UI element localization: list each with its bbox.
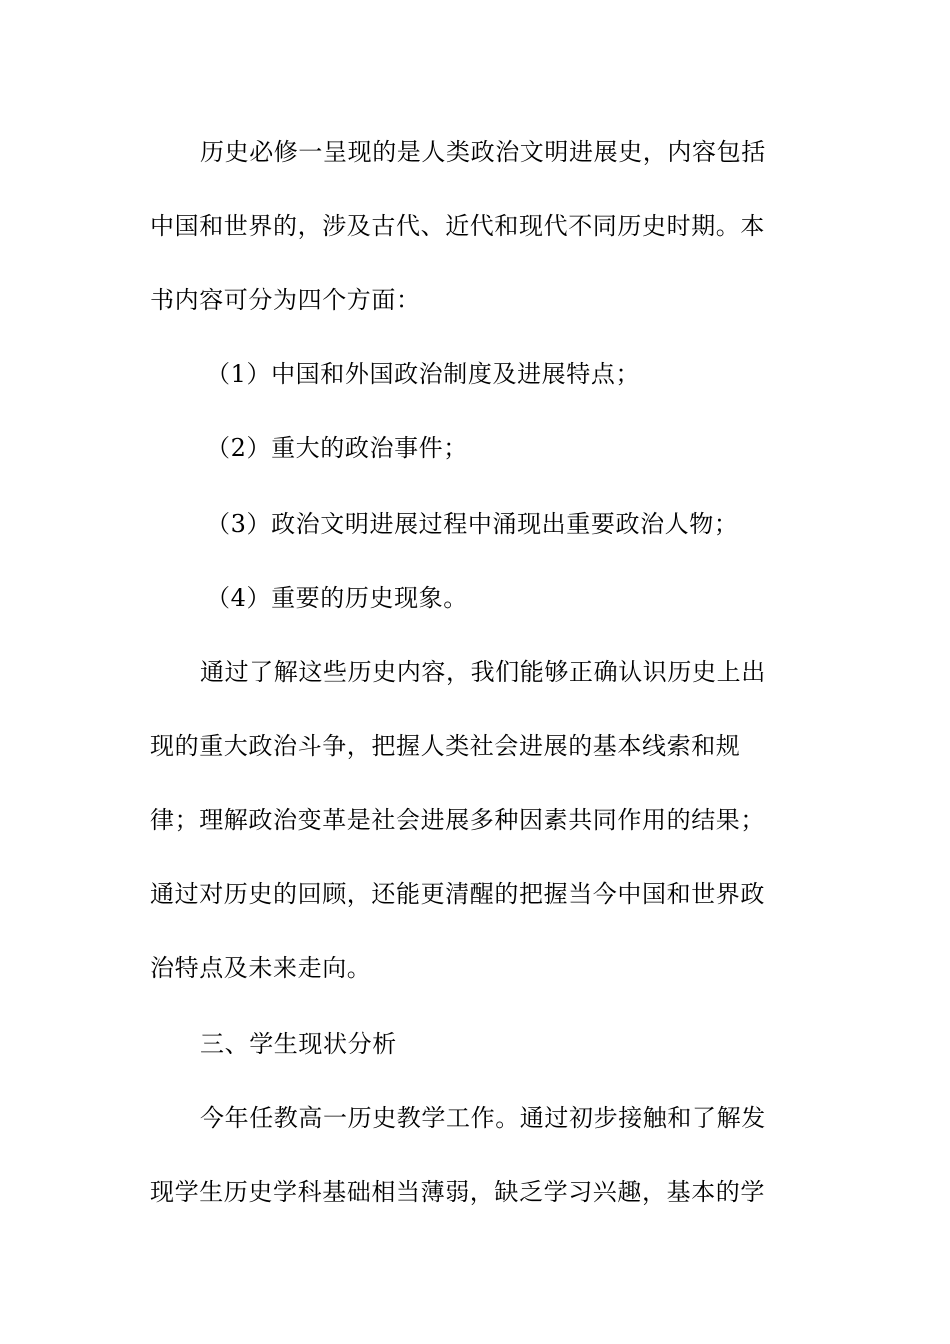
section-heading: 三、学生现状分析: [200, 1030, 397, 1058]
list-item: （2）重大的政治事件；: [206, 434, 468, 462]
paragraph-line: 通过对历史的回顾，还能更清醒的把握当今中国和世界政: [150, 880, 765, 908]
paragraph-line: 今年任教高一历史教学工作。通过初步接触和了解发: [200, 1104, 766, 1132]
list-item: （1）中国和外国政治制度及进展特点；: [206, 360, 641, 388]
paragraph-line: 历史必修一呈现的是人类政治文明进展史，内容包括: [200, 138, 766, 166]
paragraph-line: 中国和世界的，涉及古代、近代和现代不同历史时期。本: [150, 212, 765, 240]
list-item: （3）政治文明进展过程中涌现出重要政治人物；: [206, 510, 739, 538]
list-item: （4）重要的历史现象。: [206, 584, 468, 612]
paragraph-line: 律；理解政治变革是社会进展多种因素共同作用的结果；: [150, 806, 765, 834]
paragraph-line: 书内容可分为四个方面：: [150, 286, 421, 314]
paragraph-line: 治特点及未来走向。: [150, 954, 372, 982]
paragraph-line: 现学生历史学科基础相当薄弱，缺乏学习兴趣，基本的学: [150, 1178, 765, 1206]
paragraph-line: 现的重大政治斗争，把握人类社会进展的基本线索和规: [150, 732, 741, 760]
paragraph-line: 通过了解这些历史内容，我们能够正确认识历史上出: [200, 658, 766, 686]
